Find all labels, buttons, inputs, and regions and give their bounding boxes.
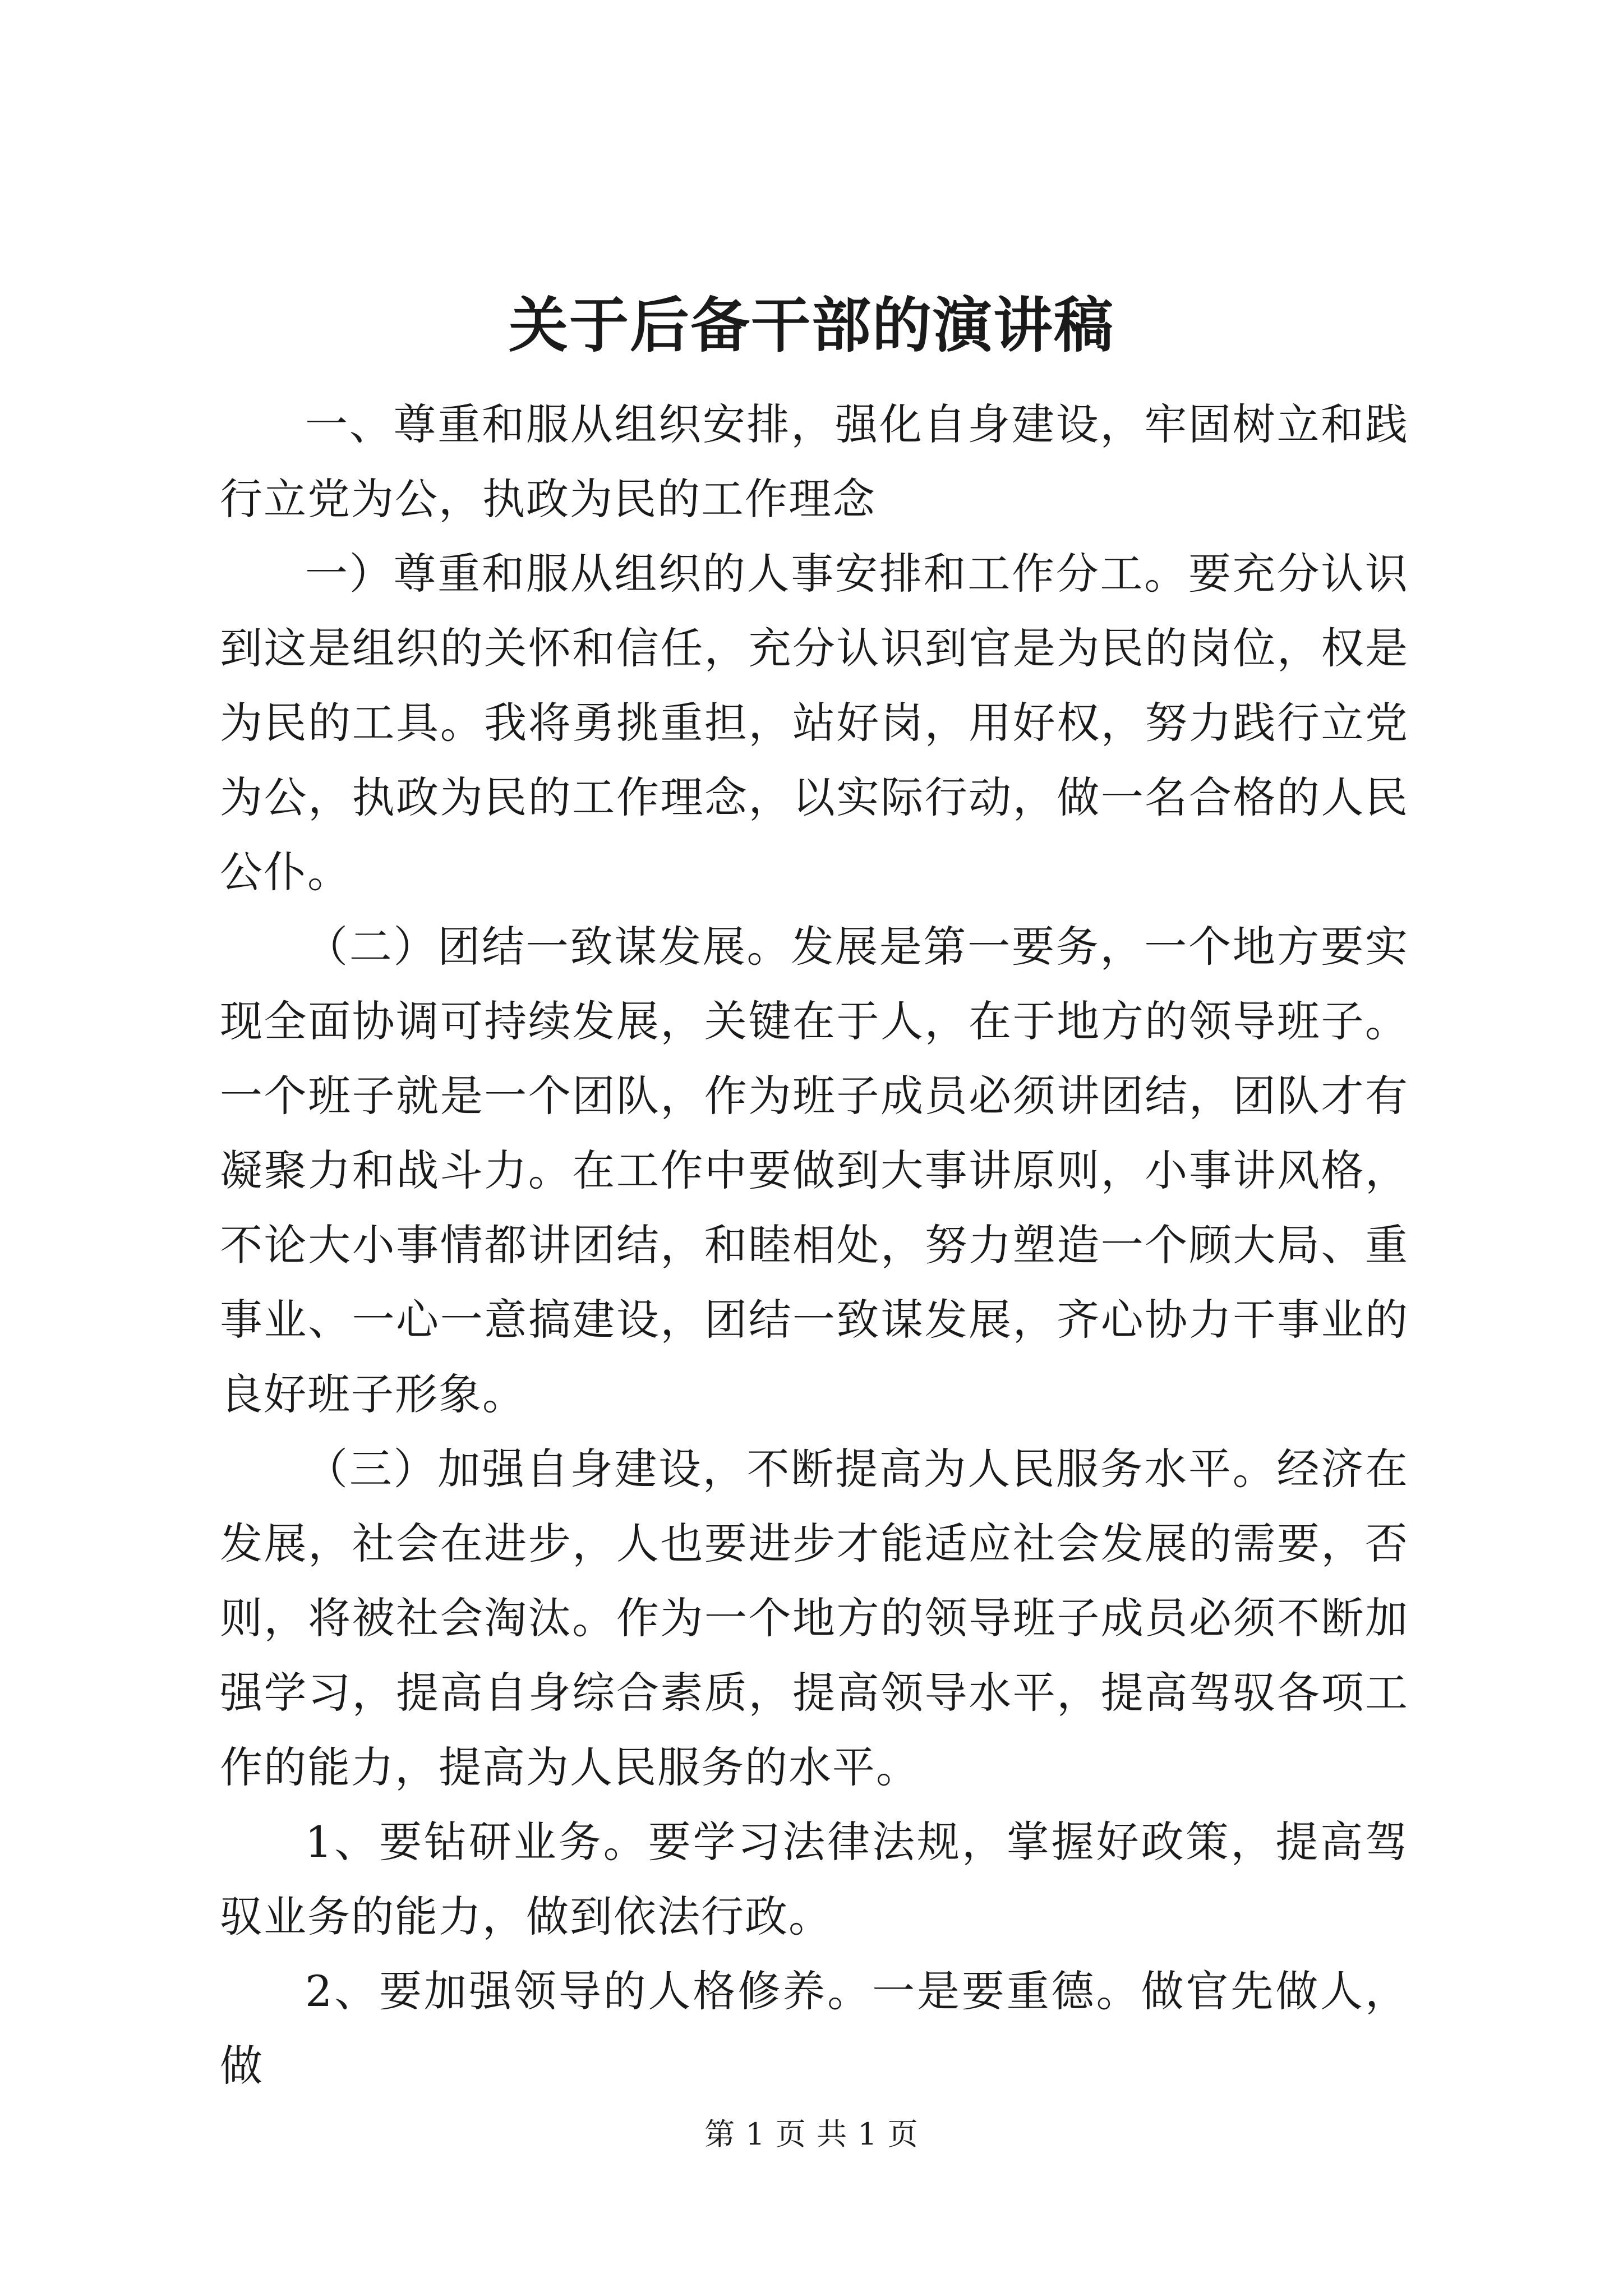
paragraph-item-3: （三）加强自身建设，不断提高为人民服务水平。经济在发展，社会在进步，人也要进步才能适应社会发展的需要，否则，将被社会淘汰。作为一个地方的领导班子成员必须不断加强学习，提高自身综合素质，提高领导水平，提高驾驭各项工作的能力，提高为人民服务的水平。 (220, 1444, 1409, 1792)
paragraph-item-1: 一）尊重和服从组织的人事安排和工作分工。要充分认识到这是组织的关怀和信任，充分认识到官是为民的岗位，权是为民的工具。我将勇挑重担，站好岗，用好权，努力践行立党为公，执政为民的工作理念，以实际行动，做一名合格的人民公仆。 (220, 549, 1409, 897)
paragraph-section-1-heading: 一、尊重和服从组织安排，强化自身建设，牢固树立和践行立党为公，执政为民的工作理念 (220, 399, 1409, 524)
paragraph-subitem-2: 2、要加强领导的人格修养。一是要重德。做官先做人，做 (220, 1966, 1409, 2091)
document-title: 关于后备干部的演讲稿 (509, 290, 1114, 360)
page-footer: 第 1 页 共 1 页 (704, 2116, 919, 2152)
paragraph-item-2: （二）团结一致谋发展。发展是第一要务，一个地方要实现全面协调可持续发展，关键在于人，在于地方的领导班子。一个班子就是一个团队，作为班子成员必须讲团结，团队才有凝聚力和战斗力。在工作中要做到大事讲原则，小事讲风格，不论大小事情都讲团结，和睦相处，努力塑造一个顾大局、重事业、一心一意搞建设，团结一致谋发展，齐心协力干事业的良好班子形象。 (220, 922, 1409, 1419)
paragraph-subitem-1: 1、要钻研业务。要学习法律法规，掌握好政策，提高驾驭业务的能力，做到依法行政。 (220, 1817, 1409, 1941)
document-body (220, 387, 1409, 2103)
